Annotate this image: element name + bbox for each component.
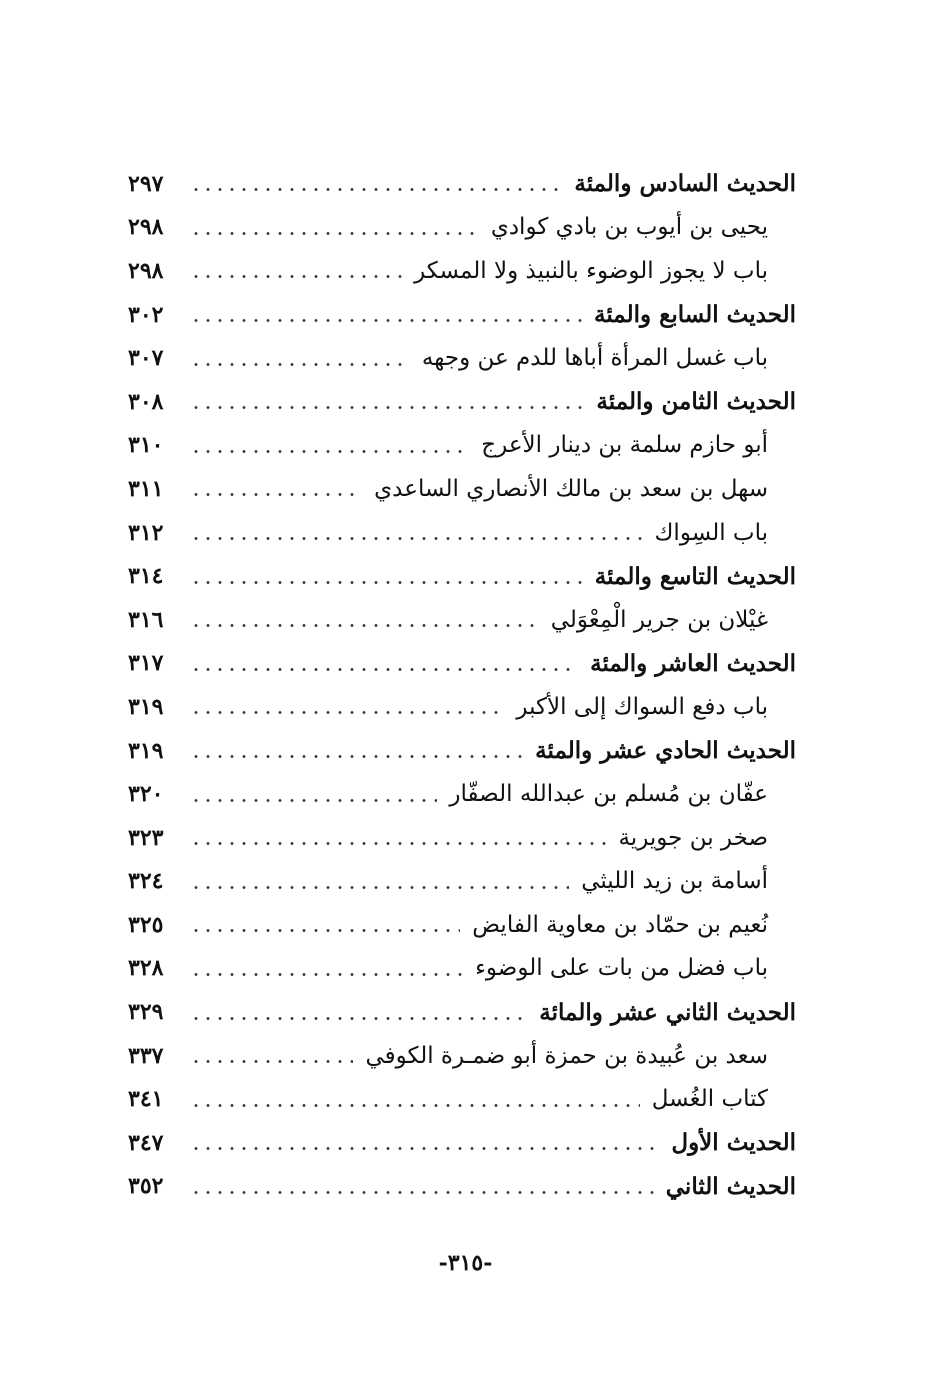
toc-entry-row (128, 511, 796, 555)
toc-page-number: ٢٩٨ (128, 214, 164, 241)
toc-heading-row (128, 293, 796, 337)
dot-leader (190, 668, 578, 671)
toc-page-number: ٣١٧ (128, 650, 164, 677)
toc-heading-row (128, 1165, 796, 1209)
toc-entry-row (128, 772, 796, 816)
toc-heading-row (128, 380, 796, 424)
toc-heading-row (128, 162, 796, 206)
toc-entry-row (128, 467, 796, 511)
toc-page-number: ٣٢٩ (128, 999, 164, 1026)
toc-heading-row (128, 554, 796, 598)
toc-entry-row (128, 947, 796, 991)
dot-leader (190, 450, 469, 453)
toc-title: صخر بن جويرية (618, 824, 768, 851)
toc-title: باب فضل من بات على الوضوء (475, 955, 768, 982)
dot-leader (190, 363, 410, 366)
toc-entry-row (128, 860, 796, 904)
toc-entry-row (128, 1034, 796, 1078)
toc-title: باب غسل المرأة أباها للدم عن وجهه (421, 345, 768, 372)
toc-page-number: ٣٠٧ (128, 345, 164, 372)
toc-heading-row (128, 1121, 796, 1165)
toc-title: الحديث الأول (671, 1129, 796, 1157)
toc-title: أبو حازم سلمة بن دينار الأعرج (481, 432, 768, 459)
dot-leader (190, 755, 523, 758)
page-number: -٣١٥- (438, 1250, 493, 1276)
dot-leader (190, 929, 460, 932)
toc-title: باب دفع السواك إلى الأكبر (516, 693, 768, 720)
toc-title: الحديث الثاني عشر والمائة (539, 998, 796, 1026)
toc-page-number: ٢٩٧ (128, 170, 164, 197)
toc-title: غيْلان بن جرير الْمِعْوَلي (550, 606, 768, 633)
toc-page-number: ٣١٩ (128, 737, 164, 764)
toc-title: الحديث الحادي عشر والمئة (535, 737, 796, 765)
dot-leader (190, 842, 606, 845)
toc-page-number: ٣٢٣ (128, 824, 164, 851)
toc-entry-row (128, 249, 796, 293)
dot-leader (190, 1147, 659, 1150)
dot-leader (190, 493, 362, 496)
toc-entry-row (128, 685, 796, 729)
dot-leader (190, 581, 583, 584)
toc-title: أسامة بن زيد الليثي (581, 868, 768, 895)
toc-heading-row (128, 642, 796, 686)
toc-page-number: ٣٤١ (128, 1086, 164, 1113)
dot-leader (190, 537, 642, 540)
toc-heading-row (128, 729, 796, 773)
dot-leader (190, 188, 562, 191)
toc-heading-row (128, 990, 796, 1034)
toc-entry-row (128, 1077, 796, 1121)
toc-title: سعد بن عُبيدة بن حمزة أبو ضمـرة الكوفي (365, 1042, 768, 1069)
table-of-contents (128, 162, 796, 1208)
dot-leader (190, 232, 479, 235)
toc-entry-row (128, 816, 796, 860)
dot-leader (190, 1104, 640, 1107)
toc-page-number: ٣١٦ (128, 606, 164, 633)
dot-leader (190, 624, 539, 627)
toc-entry-row (128, 598, 796, 642)
toc-title: باب لا يجوز الوضوء بالنبيذ ولا المسكر (414, 257, 768, 284)
dot-leader (190, 319, 582, 322)
dot-leader (190, 1191, 654, 1194)
toc-entry-row (128, 206, 796, 250)
toc-title: سهل بن سعد بن مالك الأنصاري الساعدي (374, 475, 768, 502)
toc-page-number: ٣٣٧ (128, 1042, 164, 1069)
dot-leader (190, 1017, 527, 1020)
toc-title: الحديث الثاني (665, 1172, 796, 1200)
toc-title: الحديث العاشر والمئة (590, 649, 796, 677)
toc-title: كتاب الغُسل (651, 1086, 768, 1113)
toc-page-number: ٣٠٢ (128, 301, 164, 328)
toc-entry-row (128, 424, 796, 468)
toc-page-number: ٣٥٢ (128, 1173, 164, 1200)
toc-page-number: ٢٩٨ (128, 257, 164, 284)
toc-title: عفّان بن مُسلم بن عبدالله الصفّار (449, 781, 768, 808)
toc-entry-row (128, 903, 796, 947)
dot-leader (190, 799, 437, 802)
toc-page-number: ٣١٢ (128, 519, 164, 546)
toc-page-number: ٣٤٧ (128, 1129, 164, 1156)
toc-page-number: ٣٢٤ (128, 868, 164, 895)
toc-title: باب السِواك (654, 519, 768, 546)
toc-page-number: ٣١٩ (128, 693, 164, 720)
toc-title: الحديث السادس والمئة (574, 170, 796, 198)
toc-title: الحديث الثامن والمئة (596, 388, 796, 416)
toc-page-number: ٣٢٥ (128, 911, 164, 938)
toc-title: يحيى بن أيوب بن بادي كوادي (490, 214, 768, 241)
toc-page-number: ٣١١ (128, 475, 164, 502)
dot-leader (190, 973, 463, 976)
toc-title: الحديث السابع والمئة (594, 301, 796, 329)
dot-leader (190, 406, 584, 409)
toc-page-number: ٣٢٠ (128, 781, 164, 808)
dot-leader (190, 275, 402, 278)
dot-leader (190, 1060, 353, 1063)
toc-page-number: ٣٠٨ (128, 388, 164, 415)
dot-leader (190, 711, 504, 714)
toc-page-number: ٣١٤ (128, 563, 164, 590)
toc-title: نُعيم بن حمّاد بن معاوية الفايض (472, 911, 768, 938)
toc-title: الحديث التاسع والمئة (594, 562, 796, 590)
toc-page-number: ٣١٠ (128, 432, 164, 459)
toc-entry-row (128, 336, 796, 380)
dot-leader (190, 886, 569, 889)
toc-page-number: ٣٢٨ (128, 955, 164, 982)
